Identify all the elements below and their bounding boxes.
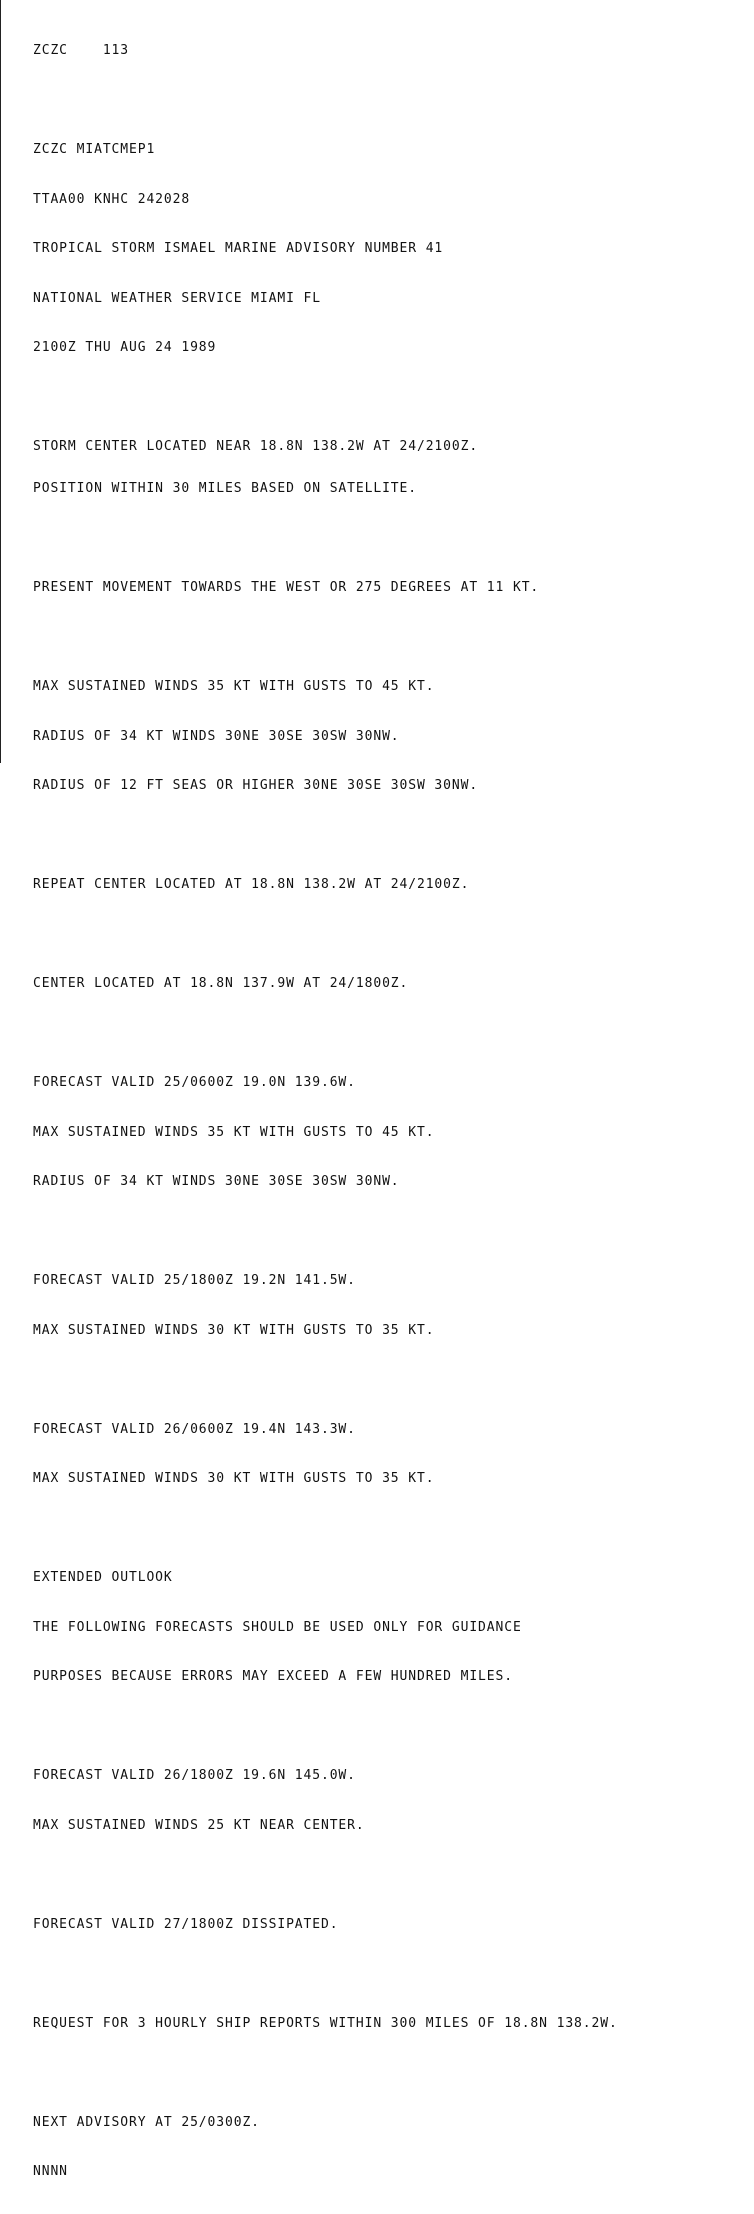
forecast-2-winds: MAX SUSTAINED WINDS 30 KT WITH GUSTS TO 35 KT. xyxy=(33,1322,435,1338)
position-accuracy-line: POSITION WITHIN 30 MILES BASED ON SATELLITE. xyxy=(33,481,417,496)
extended-1-winds: MAX SUSTAINED WINDS 25 KT NEAR CENTER. xyxy=(33,1817,365,1833)
end-of-message: NNNN xyxy=(33,2164,68,2179)
wmo-header: TTAA00 KNHC 242028 xyxy=(33,191,191,207)
max-winds-line: MAX SUSTAINED WINDS 35 KT WITH GUSTS TO 45 KT. xyxy=(33,679,435,694)
outlook-heading: EXTENDED OUTLOOK xyxy=(33,1570,173,1585)
ship-report-request: REQUEST FOR 3 HOURLY SHIP REPORTS WITHIN 300 MILES OF 18.8N 138.2W. xyxy=(33,2015,618,2031)
seas-radius-line: RADIUS OF 12 FT SEAS OR HIGHER 30NE 30SE 30SW 30NW. xyxy=(33,778,479,793)
outlook-line-1: THE FOLLOWING FORECASTS SHOULD BE USED ONLY FOR GUIDANCE xyxy=(33,1619,522,1635)
control-line: ZCZC 113 xyxy=(33,43,129,58)
repeat-center-line: REPEAT CENTER LOCATED AT 18.8N 138.2W AT 24/2100Z. xyxy=(33,877,470,892)
wind-radius-line: RADIUS OF 34 KT WINDS 30NE 30SE 30SW 30NW. xyxy=(33,728,400,744)
forecast-2-valid: FORECAST VALID 25/1800Z 19.2N 141.5W. xyxy=(33,1273,356,1288)
forecast-1-radius: RADIUS OF 34 KT WINDS 30NE 30SE 30SW 30NW. xyxy=(33,1174,400,1189)
extended-1-valid: FORECAST VALID 26/1800Z 19.6N 145.0W. xyxy=(33,1768,356,1783)
forecast-1-valid: FORECAST VALID 25/0600Z 19.0N 139.6W. xyxy=(33,1075,356,1090)
next-advisory-line: NEXT ADVISORY AT 25/0300Z. xyxy=(33,2114,260,2130)
issue-time: 2100Z THU AUG 24 1989 xyxy=(33,340,217,355)
outlook-line-2: PURPOSES BECAUSE ERRORS MAY EXCEED A FEW HUNDRED MILES. xyxy=(33,1669,513,1684)
issuer-line: NATIONAL WEATHER SERVICE MIAMI FL xyxy=(33,290,321,306)
movement-line: PRESENT MOVEMENT TOWARDS THE WEST OR 275 DEGREES AT 11 KT. xyxy=(33,580,540,595)
extended-2-valid: FORECAST VALID 27/1800Z DISSIPATED. xyxy=(33,1916,339,1932)
prior-center-line: CENTER LOCATED AT 18.8N 137.9W AT 24/1800Z. xyxy=(33,976,409,991)
forecast-3-winds: MAX SUSTAINED WINDS 30 KT WITH GUSTS TO 35 KT. xyxy=(33,1471,435,1486)
advisory-title: TROPICAL STORM ISMAEL MARINE ADVISORY NUMBER 41 xyxy=(33,241,444,256)
storm-center-line: STORM CENTER LOCATED NEAR 18.8N 138.2W AT 24/2100Z. xyxy=(33,439,479,454)
routing-line: ZCZC MIATCMEP1 xyxy=(33,142,156,157)
teletype-text xyxy=(33,10,748,2214)
forecast-3-valid: FORECAST VALID 26/0600Z 19.4N 143.3W. xyxy=(33,1421,356,1437)
forecast-1-winds: MAX SUSTAINED WINDS 35 KT WITH GUSTS TO 45 KT. xyxy=(33,1124,435,1140)
